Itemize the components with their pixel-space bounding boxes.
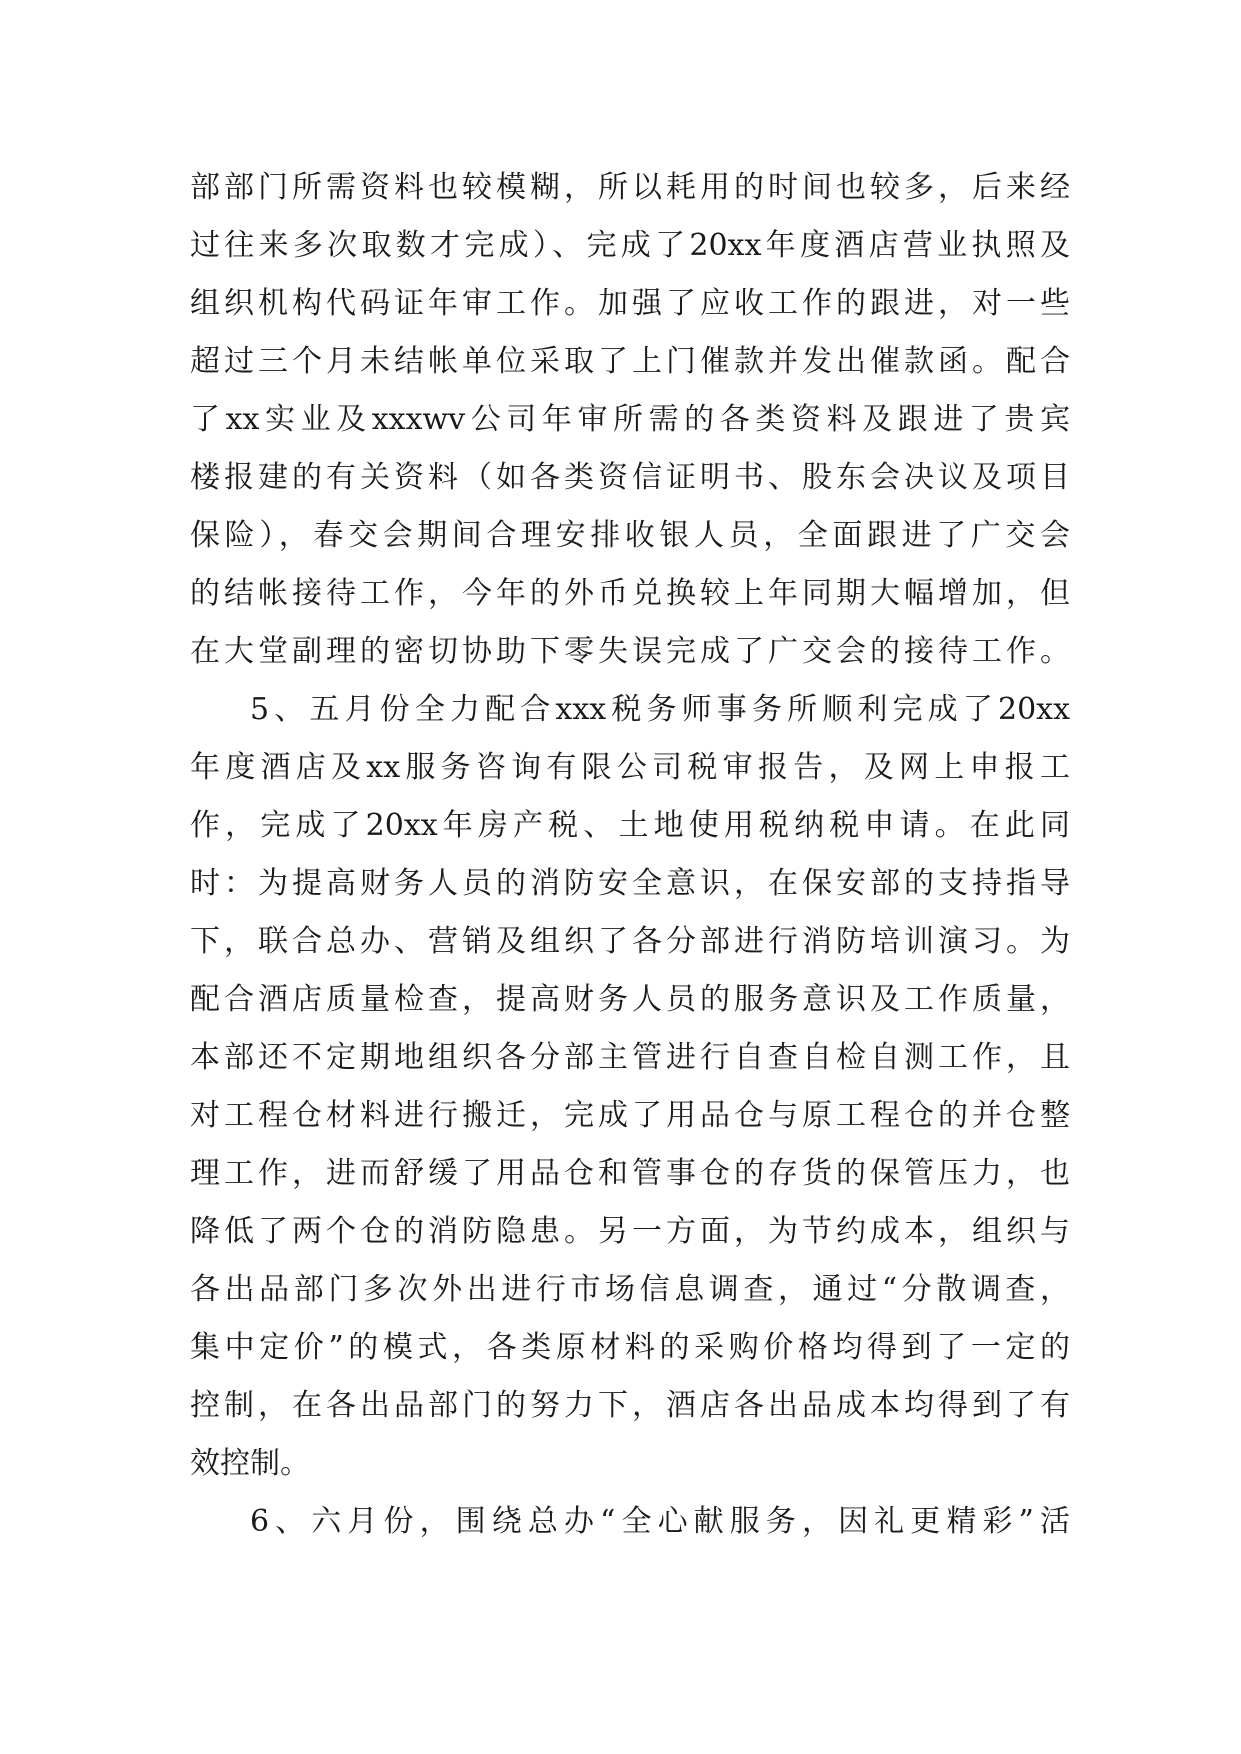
text-line: 配合酒店质量检查，提高财务人员的服务意识及工作质量，	[190, 982, 1070, 1017]
text-line: 作，完成了20xx年房产税、土地使用税纳税申请。在此同	[190, 808, 1070, 843]
text-line: 超过三个月未结帐单位采取了上门催款并发出催款函。配合	[190, 344, 1070, 379]
text-line: 的结帐接待工作，今年的外币兑换较上年同期大幅增加，但	[190, 576, 1070, 611]
paragraph-start-line: 6、六月份，围绕总办“全心献服务，因礼更精彩”活	[250, 1504, 1070, 1539]
text-line: 本部还不定期地组织各分部主管进行自查自检自测工作，且	[190, 1040, 1070, 1075]
text-line: 部部门所需资料也较模糊，所以耗用的时间也较多，后来经	[190, 170, 1070, 205]
paragraph-end-line: 效控制。	[190, 1446, 310, 1481]
text-line: 了xx实业及xxxwv公司年审所需的各类资料及跟进了贵宾	[190, 402, 1070, 437]
text-line: 控制，在各出品部门的努力下，酒店各出品成本均得到了有	[190, 1388, 1070, 1423]
text-line: 楼报建的有关资料（如各类资信证明书、股东会决议及项目	[190, 460, 1070, 495]
text-line: 过往来多次取数才完成）、完成了20xx年度酒店营业执照及	[190, 228, 1070, 263]
text-line: 下，联合总办、营销及组织了各分部进行消防培训演习。为	[190, 924, 1070, 959]
text-line: 组织机构代码证年审工作。加强了应收工作的跟进，对一些	[190, 286, 1070, 321]
text-line: 年度酒店及xx服务咨询有限公司税审报告，及网上申报工	[190, 750, 1070, 785]
paragraph-start-line: 5、五月份全力配合xxx税务师事务所顺利完成了20xx	[250, 692, 1070, 727]
text-line: 在大堂副理的密切协助下零失误完成了广交会的接待工作。	[190, 634, 1070, 669]
text-line: 各出品部门多次外出进行市场信息调查，通过“分散调查，	[190, 1272, 1070, 1307]
body-text	[190, 159, 1070, 1551]
text-line: 集中定价”的模式，各类原材料的采购价格均得到了一定的	[190, 1330, 1070, 1365]
text-line: 保险），春交会期间合理安排收银人员，全面跟进了广交会	[190, 518, 1070, 553]
text-line: 对工程仓材料进行搬迁，完成了用品仓与原工程仓的并仓整	[190, 1098, 1070, 1133]
text-line: 时：为提高财务人员的消防安全意识，在保安部的支持指导	[190, 866, 1070, 901]
text-line: 理工作，进而舒缓了用品仓和管事仓的存货的保管压力，也	[190, 1156, 1070, 1191]
text-line: 降低了两个仓的消防隐患。另一方面，为节约成本，组织与	[190, 1214, 1070, 1249]
